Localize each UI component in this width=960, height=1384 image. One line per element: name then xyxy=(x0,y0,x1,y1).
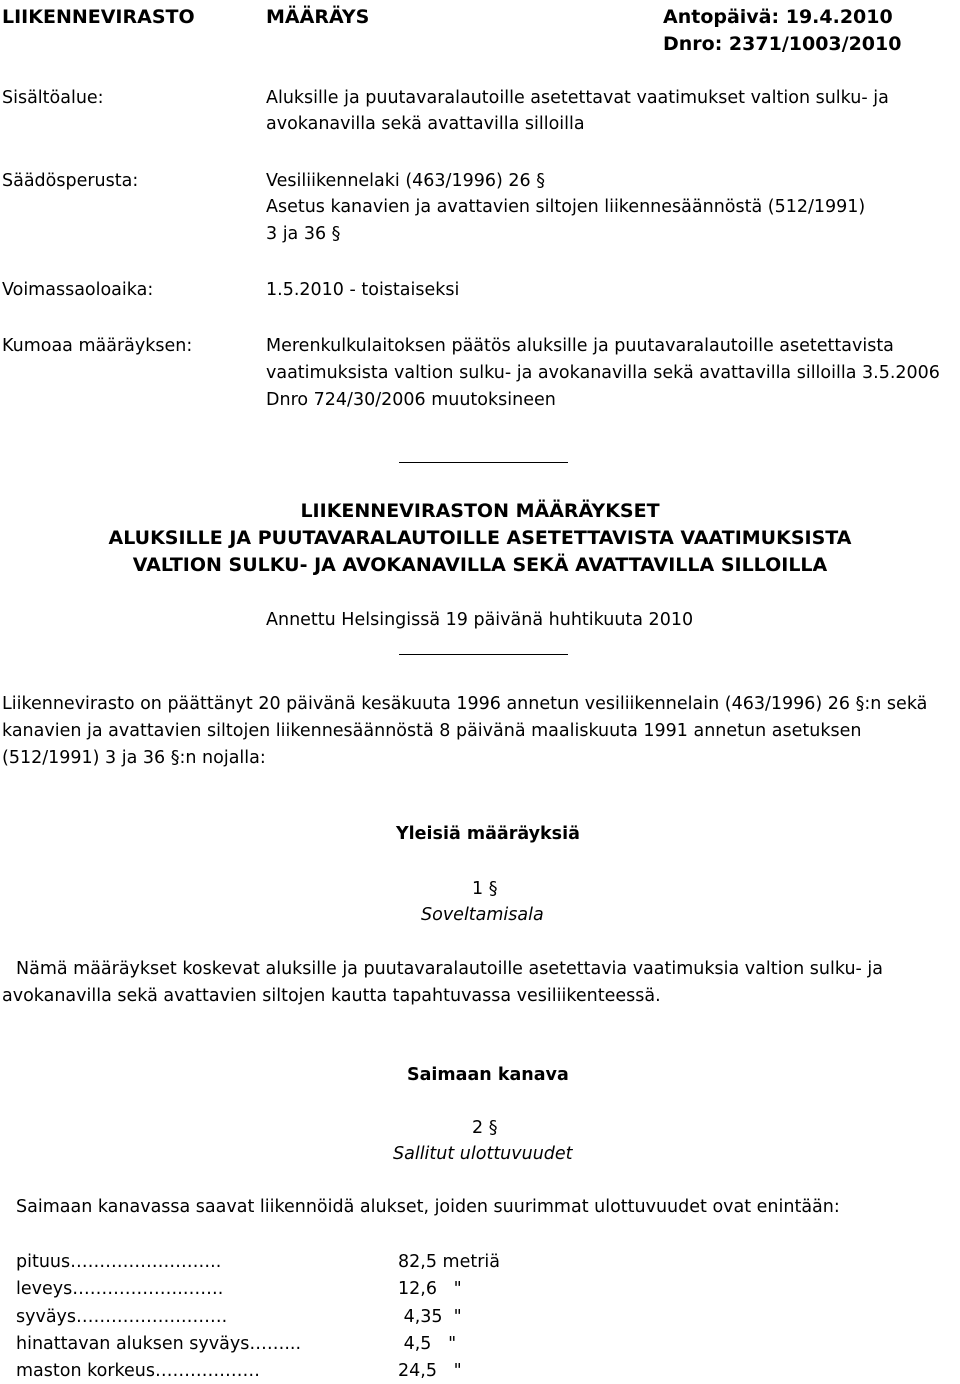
dimension-label: leveys……………….……. xyxy=(16,1279,224,1299)
divider xyxy=(399,654,568,655)
dimension-label: hinattavan aluksen syväys……... xyxy=(16,1334,302,1354)
dimension-label: pituus…………………….. xyxy=(16,1252,222,1272)
dimension-value: 4,5 " xyxy=(398,1334,457,1354)
section-number: 1 § xyxy=(472,879,498,899)
paragraph-line: Nämä määräykset koskevat aluksille ja puutavaralautoille asetettavia vaatimuksia valtion sulku- ja xyxy=(16,959,884,979)
given-statement: Annettu Helsingissä 19 päivänä huhtikuuta 2010 xyxy=(266,610,694,630)
basis-line: Asetus kanavien ja avattavien siltojen liikennesäännöstä (512/1991) xyxy=(266,197,866,217)
agency-name: LIIKENNEVIRASTO xyxy=(2,6,195,28)
validity-label: Voimassaoloaika: xyxy=(2,280,154,300)
basis-label: Säädösperusta: xyxy=(2,171,139,191)
paragraph-line: Saimaan kanavassa saavat liikennöidä alukset, joiden suurimmat ulottuvuudet ovat enintään: xyxy=(16,1197,840,1217)
basis-line: Vesiliikennelaki (463/1996) 26 § xyxy=(266,171,545,191)
section-heading: Yleisiä määräyksiä xyxy=(396,824,580,844)
paragraph-line: avokanavilla sekä avattavien siltojen kautta tapahtuvassa vesiliikenteessä. xyxy=(2,986,661,1006)
dimension-value: 24,5 " xyxy=(398,1361,462,1381)
document-title: LIIKENNEVIRASTON MÄÄRÄYKSET xyxy=(300,500,660,522)
record-number: Dnro: 2371/1003/2010 xyxy=(663,33,902,55)
dimension-value: 4,35 " xyxy=(398,1307,462,1327)
scope-line: avokanavilla sekä avattavilla silloilla xyxy=(266,114,585,134)
dimension-value: 82,5 metriä xyxy=(398,1252,500,1272)
document-title: VALTION SULKU- JA AVOKANAVILLA SEKÄ AVATTAVILLA SILLOILLA xyxy=(132,554,828,576)
basis-line: 3 ja 36 § xyxy=(266,224,341,244)
dimension-label: syväys……………….……. xyxy=(16,1307,228,1327)
repeals-line: Dnro 724/30/2006 muutoksineen xyxy=(266,390,556,410)
preamble-line: Liikennevirasto on päättänyt 20 päivänä kesäkuuta 1996 annetun vesiliikennelain (463/1996) 26 §:n sekä xyxy=(2,694,928,714)
document-type: MÄÄRÄYS xyxy=(266,6,370,28)
divider xyxy=(399,462,568,463)
issue-date: Antopäivä: 19.4.2010 xyxy=(663,6,893,28)
scope-line: Aluksille ja puutavaralautoille asetettavat vaatimukset valtion sulku- ja xyxy=(266,88,889,108)
section-number: 2 § xyxy=(472,1118,498,1138)
repeals-line: Merenkulkulaitoksen päätös aluksille ja puutavaralautoille asetettavista xyxy=(266,336,894,356)
section-title: Soveltamisala xyxy=(421,905,544,925)
repeals-line: vaatimuksista valtion sulku- ja avokanavilla sekä avattavilla silloilla 3.5.2006 xyxy=(266,363,940,383)
document-title: ALUKSILLE JA PUUTAVARALAUTOILLE ASETETTAVISTA VAATIMUKSISTA xyxy=(108,527,852,549)
preamble-line: kanavien ja avattavien siltojen liikennesäännöstä 8 päivänä maaliskuuta 1991 annetun asetuksen xyxy=(2,721,862,741)
scope-label: Sisältöalue: xyxy=(2,88,104,108)
section-heading: Saimaan kanava xyxy=(407,1065,569,1085)
section-title: Sallitut ulottuvuudet xyxy=(393,1144,573,1164)
preamble-line: (512/1991) 3 ja 36 §:n nojalla: xyxy=(2,748,266,768)
dimension-label: maston korkeus……………… xyxy=(16,1361,261,1381)
dimension-value: 12,6 " xyxy=(398,1279,462,1299)
repeals-label: Kumoaa määräyksen: xyxy=(2,336,193,356)
validity-value: 1.5.2010 - toistaiseksi xyxy=(266,280,460,300)
